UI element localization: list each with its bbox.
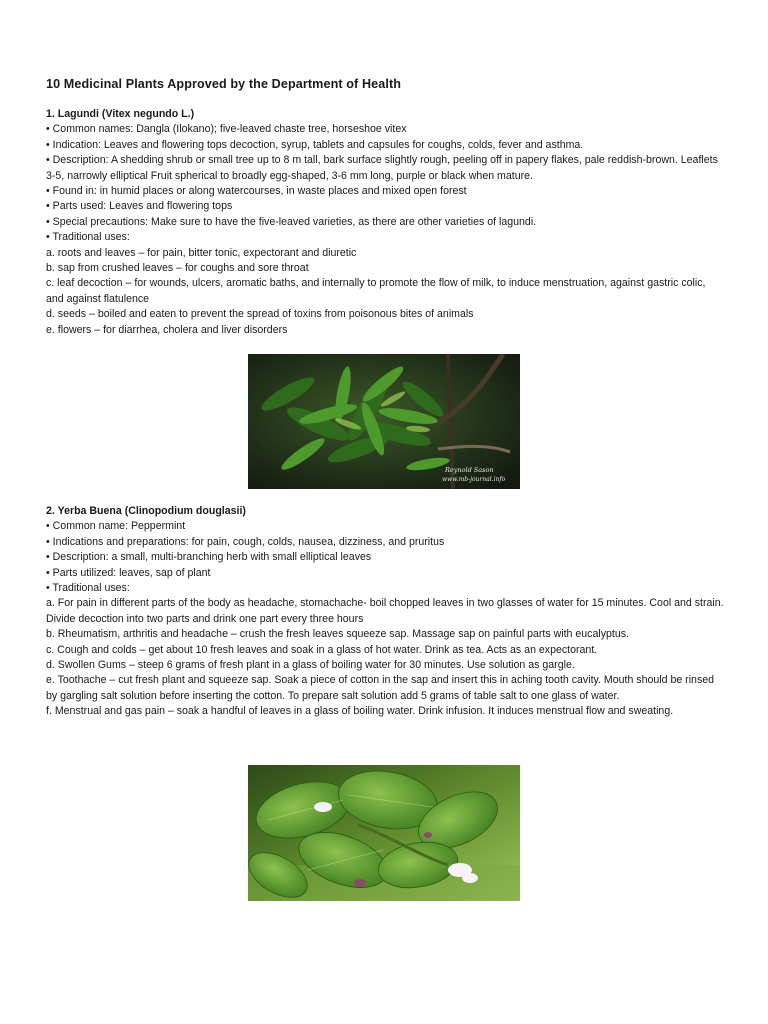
plant1-line: e. flowers – for diarrhea, cholera and liver disorders <box>46 323 288 336</box>
plant1-line: a. roots and leaves – for pain, bitter tonic, expectorant and diuretic <box>46 246 357 259</box>
plant2-line: a. For pain in different parts of the body as headache, stomachache- boil chopped leaves in two glasses of water for 15 minutes. Cool and strain. Divide decoction into two parts and drink one part every three hours <box>46 597 724 625</box>
plant2-line: • Description: a small, multi-branching herb with small elliptical leaves <box>46 551 372 564</box>
plant1-line: b. sap from crushed leaves – for coughs and sore throat <box>46 262 309 275</box>
plant2-line: • Common name: Peppermint <box>46 520 186 533</box>
plant1-line: • Parts used: Leaves and flowering tops <box>46 200 233 213</box>
yerba-buena-photo <box>248 765 520 901</box>
plant-heading-yerba-buena: 2. Yerba Buena (Clinopodium douglasii) <box>46 505 246 517</box>
plant2-line: c. Cough and colds – get about 10 fresh leaves and soak in a glass of hot water. Drink as tea. Acts as an expectorant. <box>46 643 598 656</box>
photo-watermark-url: www.mb-journal.info <box>442 476 506 483</box>
plant-section-yerba-buena <box>46 504 726 720</box>
plant1-line: • Indication: Leaves and flowering tops decoction, syrup, tablets and capsules for coughs, colds, fever and asthma. <box>46 138 584 151</box>
plant1-line: c. leaf decoction – for wounds, ulcers, aromatic baths, and internally to promote the flow of milk, to induce menstruation, against gastric colic, and against flatulence <box>46 277 706 305</box>
plant1-line: d. seeds – boiled and eaten to prevent the spread of toxins from poisonous bites of animals <box>46 308 474 321</box>
plant1-line: • Traditional uses: <box>46 231 130 244</box>
photo-watermark-name: Reynold Sason <box>445 466 494 474</box>
plant2-line: • Parts utilized: leaves, sap of plant <box>46 566 211 579</box>
plant1-line: • Common names: Dangla (Ilokano); five-leaved chaste tree, horseshoe vitex <box>46 123 407 136</box>
plant1-line: • Special precautions: Make sure to have the five-leaved varieties, as there are other varieties of lagundi. <box>46 215 537 228</box>
document-title: 10 Medicinal Plants Approved by the Department of Health <box>46 77 402 91</box>
plant2-line: • Traditional uses: <box>46 582 130 595</box>
plant-section-lagundi <box>46 107 726 338</box>
plant2-line: b. Rheumatism, arthritis and headache – crush the fresh leaves squeeze sap. Massage sap on painful parts with eucalyptus. <box>46 628 629 641</box>
plant2-line: d. Swollen Gums – steep 6 grams of fresh plant in a glass of boiling water for 30 minutes. Use solution as gargle. <box>46 659 575 672</box>
plant2-line: e. Toothache – cut fresh plant and squeeze sap. Soak a piece of cotton in the sap and insert this in aching tooth cavity. Mouth should be rinsed by gargling salt solution before inserting the cotton. To prepare salt solution add 5 grams of table salt to one glass of water. <box>46 674 715 702</box>
lagundi-photo <box>248 354 520 489</box>
plant1-line: • Description: A shedding shrub or small tree up to 8 m tall, bark surface slightly rough, peeling off in papery flakes, pale reddish-brown. Leaflets 3-5, narrowly elliptical Fruit spherical to broadly egg-shaped, 3-6 mm long, purple or black when mature. <box>46 154 718 182</box>
plant1-line: • Found in: in humid places or along watercourses, in waste places and mixed open forest <box>46 185 467 198</box>
plant-heading-lagundi: 1. Lagundi (Vitex negundo L.) <box>46 108 195 120</box>
plant2-line: f. Menstrual and gas pain – soak a handful of leaves in a glass of boiling water. Drink infusion. It induces menstrual flow and sweating. <box>46 705 674 718</box>
plant2-line: • Indications and preparations: for pain, cough, colds, nausea, dizziness, and pruritus <box>46 535 445 548</box>
